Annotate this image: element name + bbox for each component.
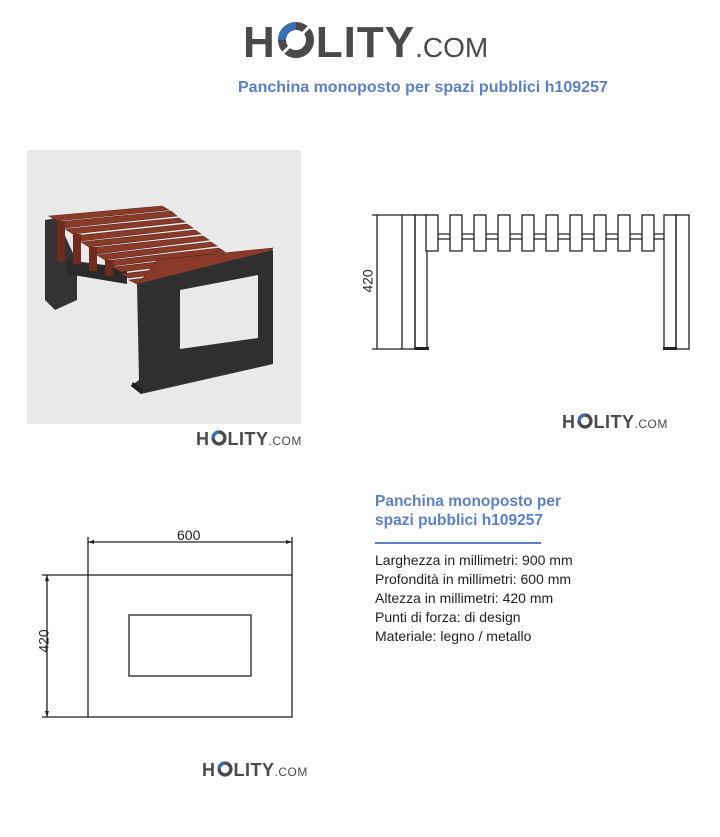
product-info — [375, 492, 675, 646]
holity-logo-small — [196, 429, 302, 450]
logo-dotcom: .COM — [274, 765, 308, 779]
product-title-line-2: spazi pubblici h109257 — [375, 512, 543, 529]
product-photo — [27, 150, 301, 424]
logo-letters-lity: LITY — [315, 18, 416, 67]
logo-letter-h: H — [202, 760, 216, 780]
spec-strengths: Punti di forza: di design — [375, 609, 521, 625]
logo-letters-lity: LITY — [593, 412, 635, 432]
front-view-height-label: 420 — [35, 629, 52, 653]
holity-logo-small — [562, 412, 668, 433]
side-view-drawing — [360, 205, 700, 365]
ring-logo-icon — [576, 413, 594, 428]
ring-logo-icon — [276, 21, 316, 57]
logo-letter-h: H — [562, 412, 576, 432]
logo-letters-lity: LITY — [233, 760, 275, 780]
logo-dotcom: .COM — [415, 32, 489, 63]
front-view-drawing — [30, 525, 305, 730]
title-divider — [375, 542, 541, 544]
product-title — [375, 492, 675, 530]
logo-dotcom: .COM — [268, 434, 302, 448]
holity-logo[interactable] — [243, 18, 488, 68]
logo-dotcom: .COM — [634, 417, 668, 431]
logo-letter-h: H — [243, 18, 276, 67]
logo-letter-h: H — [196, 429, 210, 449]
spec-width: Larghezza in millimetri: 900 mm — [375, 552, 573, 568]
product-title-line-1: Panchina monoposto per — [375, 493, 562, 510]
holity-logo-small — [202, 760, 308, 781]
ring-logo-icon — [216, 761, 234, 776]
page-title: Panchina monoposto per spazi pubblici h109257 — [238, 79, 608, 96]
front-view-width-label: 600 — [177, 527, 201, 543]
ring-logo-icon — [210, 430, 228, 445]
spec-height: Altezza in millimetri: 420 mm — [375, 590, 554, 606]
spec-material: Materiale: legno / metallo — [375, 628, 532, 644]
logo-letters-lity: LITY — [227, 429, 269, 449]
side-view-height-label: 420 — [359, 269, 376, 293]
spec-depth: Profondità in millimetri: 600 mm — [375, 571, 572, 587]
